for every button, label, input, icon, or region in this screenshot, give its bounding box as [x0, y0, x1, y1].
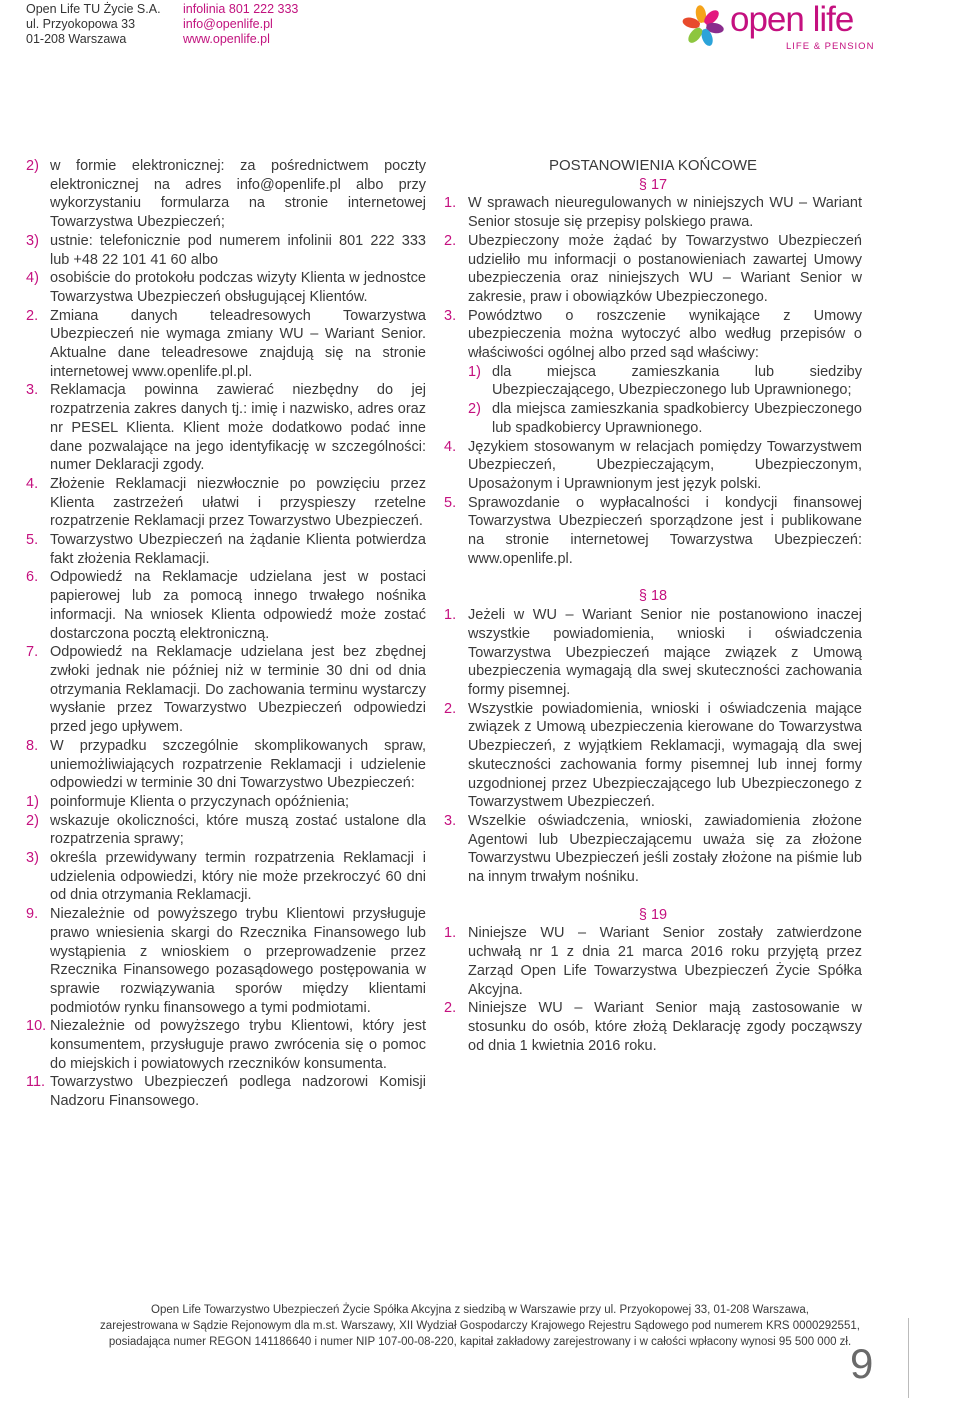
sub-clause	[26, 793, 426, 812]
clause-number: 2)	[468, 401, 481, 418]
numbered-clause	[26, 905, 426, 1017]
clause-text: Niniejsze WU – Wariant Senior mają zastosowanie w stosunku do osób, które złożą Deklarację zgody począwszy od dnia 1 kwietnia 2016 roku.	[468, 1000, 862, 1054]
clause-text: Jeżeli w WU – Wariant Senior nie postanowiono inaczej wszystkie powiadomienia, wnioski i oświadczenia Towarzystwa Ubezpieczeń mające związek z Umową ubezpieczenia wymagają dla swej skuteczności zachowania formy pisemnej.	[468, 607, 862, 698]
clause-number: 1)	[26, 793, 39, 810]
clause-number: 2.	[444, 1000, 457, 1017]
footer-line: Open Life Towarzystwo Ubezpieczeń Życie Spółka Akcyjna z siedzibą w Warszawie przy ul. Przyokopowej 33, 01-208 Warszawa,	[151, 1304, 809, 1316]
clause-text: Towarzystwo Ubezpieczeń podlega nadzorowi Komisji Nadzoru Finansowego.	[50, 1074, 426, 1110]
sub-clause	[444, 363, 862, 400]
clause-number: 1)	[468, 363, 481, 380]
clause-number: 5.	[444, 494, 457, 511]
right-column	[444, 157, 862, 1055]
logo-wordmark: open life	[730, 0, 854, 39]
clause-text: Ubezpieczony może żądać by Towarzystwo Ubezpieczeń udzieliło mu informacji o postanowieniach zawartej Umowy ubezpieczenia oraz niniejszych WU – Wariant Senior w zakresie, praw i obowiązków Ubezpieczonego.	[468, 232, 862, 305]
clause-number: 2.	[26, 307, 39, 324]
clause-text: osobiście do protokołu podczas wizyty Klienta w jednostce Towarzystwa Ubezpieczeń obsługującej Klientów.	[50, 270, 426, 305]
sub-clause	[26, 849, 426, 905]
clause-number: 7.	[26, 644, 39, 661]
page-footer	[0, 1302, 960, 1350]
numbered-clause	[26, 643, 426, 737]
flower-icon	[678, 4, 728, 50]
sub-clause	[444, 400, 862, 437]
infoline: infolinia 801 222 333	[183, 2, 299, 16]
clause-number: 1.	[444, 195, 457, 212]
clause-number: 2.	[444, 232, 457, 249]
clause-number: 4.	[26, 475, 39, 492]
section-title: POSTANOWIENIA KOŃCOWE	[548, 157, 758, 174]
numbered-clause	[26, 381, 426, 475]
clause-number: 3.	[444, 307, 457, 324]
company-contact	[183, 2, 298, 47]
sub-clause	[26, 157, 426, 232]
footer-line: posiadająca numer REGON 141186640 i numer NIP 107-00-08-220, kapitał zakładowy zarejestrowany i w całości wpłacony wynosi 95 500 000 zł.	[108, 1336, 852, 1348]
numbered-clause	[444, 307, 862, 363]
page-header	[0, 0, 960, 60]
clause-number: 6.	[26, 569, 39, 586]
numbered-clause	[444, 812, 862, 887]
numbered-clause	[444, 999, 862, 1055]
email-link[interactable]: info@openlife.pl	[183, 17, 273, 31]
clause-text: Zmiana danych teleadresowych Towarzystwa Ubezpieczeń nie wymaga zmiany WU – Wariant Senior. Aktualne dane teleadresowe znajdują się na stronie internetowej www.openlife.pl.pl.	[50, 307, 426, 380]
website-link[interactable]: www.openlife.pl	[183, 32, 270, 46]
clause-text: Sprawozdanie o wypłacalności i kondycji finansowej Towarzystwa Ubezpieczeń sporządzone jest i publikowane na stronie internetowej Towarzystwa Ubezpieczeń: www.openlife.pl.	[468, 494, 862, 567]
company-address	[26, 2, 161, 47]
clause-number: 5.	[26, 532, 39, 549]
clause-text: Reklamacja powinna zawierać niezbędny do jej rozpatrzenia zakres danych tj.: imię i nazwisko, adres oraz nr PESEL Klienta. Klient może dodatkowo podać inne dane pozwalające na jego identyfikację w szczególności: numer Deklaracji zgody.	[50, 382, 426, 474]
clause-text: określa przewidywany termin rozpatrzenia Reklamacji i udzielenia odpowiedzi, który nie może przekroczyć 60 dni od dnia otrzymania Reklamacji.	[50, 850, 426, 904]
left-column	[26, 157, 426, 1111]
clause-text: Niniejsze WU – Wariant Senior zostały zatwierdzone uchwałą nr 1 z dnia 21 marca 2016 roku przyjętą przez Zarząd Open Life Towarzystwa Ubezpieczeń Życie Spółka Akcyjna.	[468, 925, 862, 998]
clause-text: dla miejsca zamieszkania spadkobiercy Ubezpieczonego lub spadkobiercy Uprawnionego.	[492, 401, 862, 436]
clause-number: 8.	[26, 737, 39, 754]
clause-text: Powództwo o roszczenie wynikające z Umowy ubezpieczenia można wytoczyć albo według przepisów o właściwości ogólnej albo przed sąd właściwy:	[468, 307, 862, 362]
numbered-clause	[26, 737, 426, 793]
clause-number: 3.	[26, 382, 39, 399]
clause-number: 11.	[26, 1074, 46, 1091]
numbered-clause	[444, 194, 862, 231]
openlife-logo	[678, 0, 878, 52]
clause-text: wskazuje okoliczności, które muszą zostać ustalone dla rozpatrzenia sprawy;	[50, 812, 426, 848]
clause-number: 4)	[26, 270, 39, 287]
numbered-clause	[26, 1017, 426, 1073]
clause-number: 10.	[26, 1018, 47, 1035]
clause-text: Odpowiedź na Reklamacje udzielana jest bez zbędnej zwłoki jednak nie później niż w terminie 30 dni od dnia otrzymania Reklamacji. Do zachowania terminu wystarczy wysłanie przez Towarzystwo Ubezpieczeń odpowiedzi przed jego upływem.	[50, 644, 426, 736]
clause-text: Wszystkie powiadomienia, wnioski i oświadczenia mające związek z Umową ubezpieczenia kierowane do Towarzystwa Ubezpieczeń, z wyjątkiem Reklamacji, wymagają dla swej skuteczności zachowania formy pisemnej lub innej formy uzgodnionej przez Ubezpieczającego lub Ubezpieczonego z Towarzystwem Ubezpieczeń.	[468, 700, 862, 811]
numbered-clause	[444, 494, 862, 569]
clause-text: Niezależnie od powyższego trybu Klientowi przysługuje prawo wniesienia skargi do Rzecznika Finansowego lub wystąpienia z wnioskiem o przeprowadzenie przez Rzecznika Finansowego pozasądowego postępowania w sprawie rozwiązywania sporów między klientami podmiotów rynku finansowego a tymi podmiotami.	[50, 906, 426, 1016]
numbered-clause	[26, 475, 426, 531]
clause-number: 2.	[444, 700, 457, 717]
clause-text: Wszelkie oświadczenia, wnioski, zawiadomienia złożone Agentowi lub Ubezpieczającemu uważa się za złożone Towarzystwu Ubezpieczeń jeśli zostały złożone na piśmie lub na innym trwałym nośniku.	[468, 812, 862, 886]
company-city: 01-208 Warszawa	[26, 32, 127, 46]
clause-number: 9.	[26, 906, 39, 923]
clause-text: ustnie: telefonicznie pod numerem infolinii 801 222 333 lub +48 22 101 41 60 albo	[50, 232, 426, 268]
paragraph-18	[444, 606, 862, 887]
clause-number: 3)	[26, 232, 39, 249]
numbered-clause	[444, 232, 862, 307]
footer-divider	[908, 1318, 909, 1398]
paragraph-19-label: § 19	[638, 906, 668, 923]
paragraph-17-label: § 17	[638, 176, 668, 193]
clause-text: Złożenie Reklamacji niezwłocznie po powzięciu przez Klienta zastrzeżeń ułatwi i przyspieszy rzetelne rozpatrzenie Reklamacji przez Towarzystwo Ubezpieczeń.	[50, 475, 426, 530]
sub-clause	[26, 269, 426, 306]
logo-tagline: LIFE & PENSION	[786, 41, 875, 52]
sub-clause	[26, 232, 426, 269]
footer-line: zarejestrowana w Sądzie Rejonowym dla m.st. Warszawy, XII Wydział Gospodarczy Krajowego Rejestru Sądowego pod numerem KRS 0000292551,	[100, 1320, 860, 1332]
clause-text: poinformuje Klienta o przyczynach opóźnienia;	[50, 793, 350, 810]
paragraph-17	[444, 194, 862, 568]
clause-text: W sprawach nieuregulowanych w niniejszych WU – Wariant Senior stosuje się przepisy polskiego prawa.	[468, 195, 862, 231]
paragraph-19	[444, 924, 862, 1055]
clause-number: 1.	[444, 607, 457, 624]
numbered-clause	[444, 700, 862, 812]
clause-number: 3)	[26, 850, 39, 867]
clause-text: Językiem stosowanym w relacjach pomiędzy Towarzystwem Ubezpieczeń, Ubezpieczającym, Ubezpieczonym, Uposażonym i Uprawnionym jest język polski.	[468, 438, 862, 492]
clause-number: 2)	[26, 158, 39, 174]
clause-text: W przypadku szczególnie skomplikowanych spraw, uniemożliwiających rozpatrzenie Reklamacji i udzielenie odpowiedzi w terminie 30 dni Towarzystwo Ubezpieczeń:	[50, 737, 426, 792]
company-street: ul. Przyokopowa 33	[26, 17, 136, 31]
company-name: Open Life TU Życie S.A.	[26, 2, 161, 16]
sub-clause	[26, 812, 426, 849]
numbered-clause	[444, 924, 862, 999]
clause-text: Niezależnie od powyższego trybu Klientowi, który jest konsumentem, przysługuje prawo zwrócenia się o pomoc do miejskich i powiatowych rzeczników konsumenta.	[50, 1018, 426, 1072]
numbered-clause	[26, 531, 426, 568]
numbered-clause	[26, 307, 426, 382]
numbered-clause	[26, 1073, 426, 1110]
clause-text: Odpowiedź na Reklamacje udzielana jest w postaci papierowej lub za pomocą innego trwałego nośnika informacji. Na wniosek Klienta odpowiedź może zostać dostarczona pocztą elektroniczną.	[50, 569, 426, 642]
numbered-clause	[26, 568, 426, 643]
page-number: 9	[850, 1340, 874, 1387]
numbered-clause	[444, 438, 862, 494]
clause-number: 2)	[26, 812, 39, 829]
clause-number: 4.	[444, 438, 457, 455]
numbered-clause	[444, 606, 862, 700]
clause-number: 1.	[444, 925, 457, 942]
clause-text: Towarzystwo Ubezpieczeń na żądanie Klienta potwierdza fakt złożenia Reklamacji.	[50, 532, 426, 567]
clause-number: 3.	[444, 812, 457, 829]
clause-text: w formie elektronicznej: za pośrednictwem poczty elektronicznej na adres info@openlife.pl albo przy wykorzystaniu formularza na stronie internetowej Towarzystwa Ubezpieczeń;	[50, 158, 426, 231]
paragraph-18-label: § 18	[638, 588, 668, 605]
clause-text: dla miejsca zamieszkania lub siedziby Ubezpieczającego, Ubezpieczonego lub Uprawnionego;	[492, 363, 862, 399]
